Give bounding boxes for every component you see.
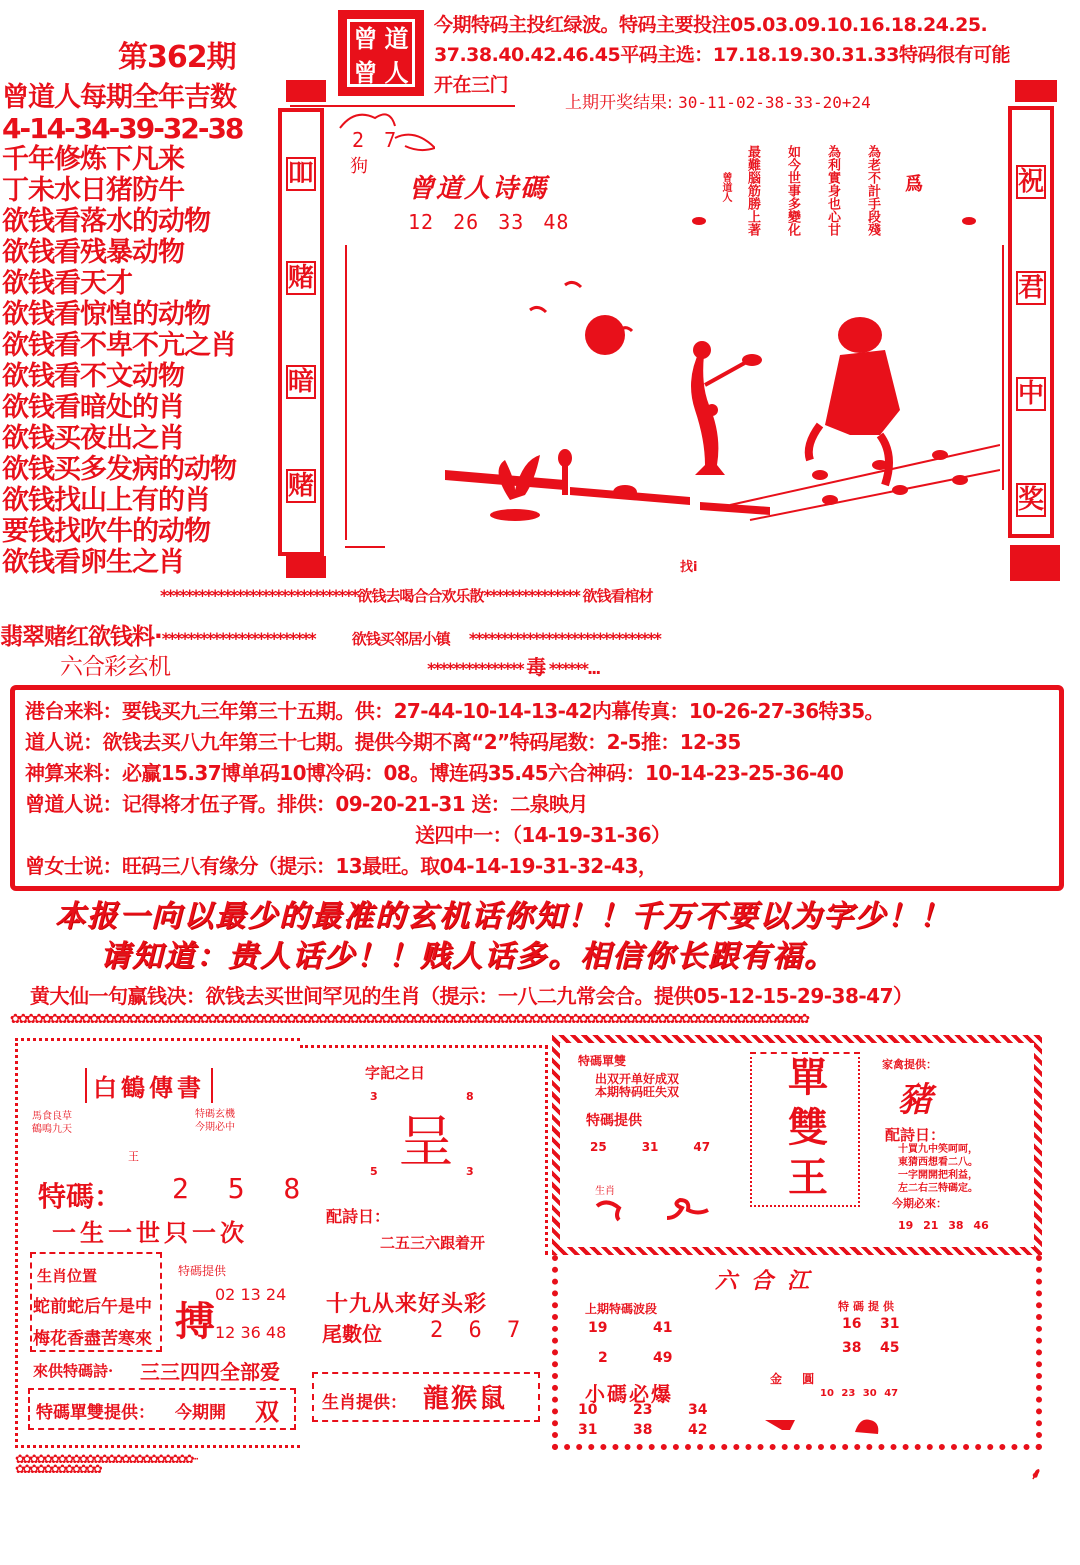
zodiac-animal-icon: [760, 1410, 890, 1440]
stars-decoration: ******...: [548, 659, 600, 678]
banner-row-2: [0, 618, 660, 651]
wave-number: 19: [588, 1320, 608, 1336]
pillar-glyph: 祝: [1018, 167, 1045, 197]
provide-numbers: [842, 1316, 918, 1356]
corner-number: 8: [466, 1090, 474, 1103]
bullet-dot-icon: [692, 217, 706, 225]
riddle-line: 曾道人每期全年吉数: [2, 82, 236, 113]
stamp-char: 道: [384, 25, 409, 53]
riddle-line: 欲钱看天才: [2, 268, 132, 299]
poem-verse: 最難腦筋勝上著: [745, 145, 760, 236]
illustration-scene-icon: [400, 260, 1000, 530]
number-item: 45: [880, 1340, 900, 1356]
pillar-glyph: 君: [1018, 273, 1045, 303]
banner-heading: 翡翠赌红欲钱料·: [0, 624, 162, 650]
stamp-char: 人: [384, 59, 409, 87]
stars-divider: ✿✿✿✿✿✿✿✿✿✿✿✿✿✿✿✿✿✿✿✿✿✿✿✿✿✿✿✿✿✿✿✿✿✿✿✿✿✿✿✿✿✿✿✿✿✿✿✿✿✿✿✿✿✿✿✿✿✿✿✿✿✿✿✿✿✿✿✿✿✿✿✿✿✿✿✿✿✿✿✿✿✿✿✿✿✿✿✿✿✿✿✿✿✿✿✿✿✿✿✿✿: [10, 1012, 808, 1027]
number-item: 25: [590, 1140, 607, 1154]
scroll-cap-icon: [286, 556, 326, 578]
riddle-line: 丁未水日猪防牛: [2, 175, 184, 206]
zodiac-poem: 蛇前蛇后午是中: [33, 1297, 152, 1317]
panel-a-note-left: [32, 1110, 72, 1136]
illustration-caption: 找i: [680, 560, 698, 575]
number-item: 23: [633, 1402, 653, 1418]
scroll-cap-icon: [1010, 545, 1060, 581]
panel-c-numbers-label: 尾數位: [322, 1322, 382, 1346]
number-item: 47: [693, 1140, 711, 1154]
info-line: 曾女士说：旺码三八有缘分（提示：13最旺。取04-14-19-31-32-43，: [25, 854, 658, 878]
corner-number: 5: [370, 1165, 378, 1178]
stars-divider: ✿✿✿✿✿✿✿✿✿✿✿✿: [15, 1462, 100, 1476]
last-result-value: 30-11-02-38-33-20+24: [678, 93, 871, 112]
panel-d-right-char: 豬: [898, 1080, 932, 1120]
info-box: [10, 685, 1064, 891]
pillar-glyph: 赌: [288, 471, 315, 501]
odd-even-label: 特碼單雙提供：: [36, 1403, 155, 1423]
poem-author: 曾道人: [720, 172, 731, 202]
banner-row-1: [160, 585, 653, 606]
corner-number: 3: [370, 1090, 378, 1103]
riddle-line: 千年修炼下凡来: [2, 144, 184, 175]
scroll-pillar-right: [1008, 106, 1054, 538]
panel-d-right-must-label: 今期必來：: [892, 1197, 947, 1210]
header-announcement: [434, 10, 1074, 100]
zodiac-label: 生肖位置: [37, 1267, 98, 1285]
provide-poem: 三三四四全部爱: [140, 1360, 280, 1384]
info-line: 道人说：欲钱去买八九年第三十七期。提供今期不离“2”特码尾数：2-5推：12-35: [25, 730, 741, 754]
zodiac-provide-label: 生肖提供：: [322, 1393, 407, 1413]
stamp-char: 曾: [353, 59, 378, 87]
note-line: 本期特码旺失双: [595, 1085, 680, 1099]
riddle-line: 欲钱买夜出之肖: [2, 423, 184, 454]
stars-decoration: ******************************: [468, 629, 660, 648]
small-code-label: 小碼必爆: [585, 1382, 673, 1406]
banner-riddle: 欲钱买邻居小镇: [351, 630, 450, 648]
note-line: 鶴鳴九天: [32, 1124, 72, 1135]
pillar-glyph: 中: [1018, 379, 1045, 409]
number-item: 31: [578, 1422, 598, 1438]
note-line: 今期必中: [195, 1122, 235, 1133]
panel-d-right-poem: [898, 1143, 978, 1195]
odd-even-mid: 今期開: [175, 1403, 226, 1423]
bo-label: 特碼提供: [178, 1264, 227, 1278]
special-code-label: 特碼：: [38, 1180, 123, 1213]
panel-b-poem-label: 配詩日：: [326, 1207, 391, 1226]
odd-even-king: [768, 1053, 848, 1203]
riddle-line: 欲钱买多发病的动物: [2, 454, 236, 485]
bo-numbers-row: 02 13 24: [215, 1285, 287, 1304]
pillar-glyph: 吅: [288, 159, 315, 189]
scroll-cap-icon: [286, 80, 326, 102]
poem-line: 一字開開把利益，: [898, 1170, 978, 1181]
panel-a-title: 白鶴傳書: [85, 1068, 213, 1103]
stars-decoration: ***************: [427, 659, 523, 678]
riddle-line: 欲钱找山上有的肖: [2, 485, 210, 516]
scroll-pillar-left: [278, 108, 324, 556]
header-line-3: 开在三门: [434, 74, 509, 96]
info-line: 神算来料：必赢15.37博单码10博冷码：08。博连码35.45六合神码：10-14-23-25-36-40: [25, 761, 844, 785]
poem-animal: 狗: [350, 156, 368, 177]
poem-verse: 如今世事多變化: [785, 145, 800, 236]
zodiac-poem: 梅花香盡苦寒來: [33, 1329, 152, 1349]
number-item: 16: [842, 1316, 862, 1332]
poem-heading: 爲: [905, 174, 923, 195]
panel-a-note-right: [195, 1108, 235, 1134]
panel-d-label: 特碼單雙: [578, 1054, 627, 1068]
banner-heading: 六合彩玄机: [60, 654, 170, 680]
riddle-line: 欲钱看不卑不亢之肖: [2, 330, 236, 361]
poem-line: 十買九中笑呵呵，: [898, 1144, 978, 1155]
riddle-line: 欲钱看残暴动物: [2, 237, 184, 268]
provide-poem-label: 來供特碼詩·: [33, 1362, 114, 1380]
poem-title: 曾道人诗碼: [408, 174, 549, 204]
number-item: 34: [688, 1402, 708, 1418]
panel-d-numbers: [590, 1140, 710, 1154]
riddle-line: 欲钱看不文动物: [2, 361, 184, 392]
info-line: 曾道人说：记得将才伍子胥。排供：09-20-21-31 送：二泉映月: [25, 792, 588, 816]
poem-verse: 為利實身也心甘: [825, 145, 840, 236]
riddle-line: 要钱找吹牛的动物: [2, 516, 210, 547]
banner-riddle: 欲钱看棺材: [582, 587, 653, 605]
seal-stamp: [338, 10, 424, 96]
corner-number: 3: [466, 1165, 474, 1178]
stars-decoration: ***************: [483, 586, 579, 605]
poem-line: 東猜西想看二八。: [898, 1157, 978, 1168]
info-line: 送四中一：（14-19-31-36）: [415, 823, 671, 847]
panel-b-poem: 二五三六跟着开: [380, 1234, 486, 1252]
zodiac-provide-value: 龍猴鼠: [423, 1384, 508, 1414]
wave-number: 2: [598, 1350, 608, 1366]
wave-number: 49: [653, 1350, 673, 1366]
provide-label: 特碼提供: [838, 1300, 898, 1313]
panel-e-title: 六合江: [715, 1268, 824, 1294]
bo-char: 搏: [175, 1298, 215, 1345]
panel-d-note: [595, 1073, 679, 1099]
odd-even-value: 双: [255, 1398, 279, 1426]
big-char: 雙: [788, 1104, 828, 1151]
gold-numbers: 10 23 30 47: [820, 1388, 899, 1399]
riddle-line: 4-14-34-39-32-38: [2, 112, 243, 145]
riddle-line: 欲钱看落水的动物: [2, 206, 210, 237]
note-line: 出双开单好成双: [595, 1072, 680, 1086]
riddle-line: 欲钱看暗处的肖: [2, 392, 184, 423]
zodiac-snake-icon: [592, 1196, 712, 1226]
pillar-glyph: 奖: [1018, 485, 1045, 515]
stars-divider: ✿✿✿✿✿✿✿✿✿✿✿✿✿✿✿✿✿✿✿✿✿✿✿✿✿ · · ·: [15, 1452, 197, 1466]
pillar-glyph: 暗: [288, 367, 315, 397]
poem-numbers: 12 26 33 48: [408, 210, 570, 234]
number-item: 31: [641, 1140, 659, 1154]
banner-row-3: [60, 648, 599, 681]
panel-d-right-poem-label: 配詩日：: [885, 1126, 946, 1144]
left-riddle-column: [2, 82, 277, 578]
special-tagline: 一生一世只一次: [52, 1218, 248, 1247]
number-item: 10: [578, 1402, 598, 1418]
panel-b-center-char: 呈: [398, 1110, 454, 1175]
panel-c-numbers: 2 6 7: [430, 1318, 527, 1343]
panel-d-right-label: 家禽提供：: [882, 1058, 937, 1071]
issue-title: 第362期: [118, 40, 236, 75]
slogan-line: 本报一向以最少的最准的玄机话你知！！千万不要以为字少！！: [55, 899, 951, 934]
riddle-line: 欲钱看惊惶的动物: [2, 299, 210, 330]
panel-d-provide-label: 特碼提供: [586, 1113, 642, 1129]
page-mark: ⸙: [1030, 1464, 1043, 1483]
poem-line: 左二右三特碼定。: [898, 1183, 978, 1194]
stars-decoration: ************************: [161, 629, 315, 648]
header-line-1: 今期特码主投红绿波。特码主要投注05.03.09.10.16.18.24.25.: [434, 14, 988, 36]
banner-riddle: 欲钱去喝合合欢乐散: [357, 587, 484, 605]
panel-d-zodiac-label: 生肖: [595, 1186, 615, 1197]
wave-label: 上期特碼波段: [585, 1302, 658, 1316]
poem-top-numbers: 2 7: [352, 128, 401, 152]
scroll-cap-icon: [1015, 80, 1057, 102]
number-item: 38: [842, 1340, 862, 1356]
banner-riddle: 毒: [526, 655, 546, 679]
stars-decoration: *******************************: [160, 586, 358, 605]
gold-label: 金 圓: [770, 1372, 823, 1386]
last-result: [565, 92, 871, 114]
pillar-glyph: 赌: [288, 263, 315, 293]
info-line: 港台来料：要钱买九三年第三十五期。供：27-44-10-14-13-42内幕传真：10-26-27-36特35。: [25, 699, 884, 723]
big-char: 王: [788, 1154, 828, 1201]
bullet-dot-icon: [962, 217, 976, 225]
number-item: 42: [688, 1422, 708, 1438]
panel-c-headline: 十九从来好头彩: [326, 1292, 488, 1317]
last-result-label: 上期开奖结果:: [565, 93, 673, 113]
note-line: 特碼玄機: [195, 1109, 235, 1120]
stamp-char: 曾: [353, 25, 378, 53]
huang-daxian-line: 黄大仙一句赢钱决：欲钱去买世间罕见的生肖（提示：一八二九常会合。提供05-12-15-29-38-47）: [30, 984, 913, 1008]
panel-a-mark: 王: [128, 1150, 139, 1163]
note-line: 馬食良草: [32, 1111, 72, 1122]
wave-number: 41: [653, 1320, 673, 1336]
poem-verse: 為老不計手段殘: [865, 145, 880, 236]
riddle-line: 欲钱看卵生之肖: [2, 547, 184, 578]
bo-numbers-row: 12 36 48: [215, 1323, 287, 1342]
panel-b-title: 字記之日: [365, 1064, 426, 1082]
header-line-2: 37.38.40.42.46.45平码主选：17.18.19.30.31.33特码很有可能: [434, 44, 1010, 66]
small-code-numbers: [578, 1402, 743, 1438]
panel-d-right-numbers: 19 21 38 46: [898, 1219, 989, 1232]
header-divider: [290, 105, 515, 107]
number-item: 31: [880, 1316, 900, 1332]
big-char: 單: [788, 1054, 828, 1101]
special-code-value: 2 5 8: [172, 1172, 309, 1205]
slogan-line: 请知道：贵人话少！！贱人话多。相信你长跟有福。: [100, 939, 836, 974]
number-item: 38: [633, 1422, 653, 1438]
